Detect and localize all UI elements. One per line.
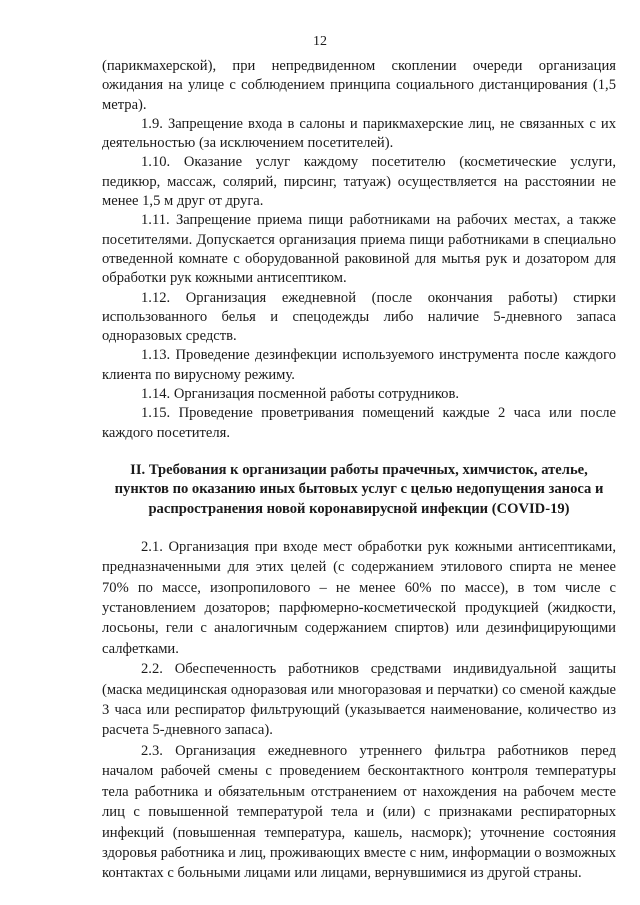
paragraph-1-14: 1.14. Организация посменной работы сотрудников.: [141, 386, 459, 403]
paragraph-2-2: 2.2. Обеспеченность работников средствами индивидуальной защиты (маска медицинская одноразовая или многоразовая и перчатки) со сменой каждые 3 часа или респиратор фильтрующий (указывается наименование, количество из расчета 5-дневного запаса).: [102, 661, 616, 739]
page-number: 12: [313, 34, 327, 49]
paragraph-1-15: 1.15. Проведение проветривания помещений каждые 2 часа или после каждого посетителя.: [102, 405, 616, 441]
document-body: [102, 57, 616, 884]
paragraph-1-13: 1.13. Проведение дезинфекции используемого инструмента после каждого клиента по вирусному режиму.: [102, 347, 616, 383]
section-1-continuation: [102, 57, 616, 443]
paragraph-2-1: 2.1. Организация при входе мест обработки рук кожными антисептиками, предназначенными для этих целей (с содержанием этилового спирта не менее 70% по массе, изопропилового – не менее 60% по массе), в том числе с установлением дозаторов; парфюмерно-косметической продукцией (жидкости, лосьоны, гели с аналогичным содержанием спиртов) или дезинфицирующими салфетками.: [102, 538, 616, 657]
section-2-heading: II. Требования к организации работы прачечных, химчисток, ателье, пунктов по оказанию иных бытовых услуг с целью недопущения заноса и распространения новой коронавирусной инфекции (COVID-19): [114, 461, 604, 517]
paragraph-1-10: 1.10. Оказание услуг каждому посетителю (косметические услуги, педикюр, массаж, солярий, пирсинг, татуаж) осуществляется на расстоянии не менее 1,5 м друг от друга.: [102, 154, 616, 210]
paragraph-1-11: 1.11. Запрещение приема пищи работниками на рабочих местах, а также посетителями. Допускается организация приема пищи работниками в специально отведенной комнате с оборудованной раковиной для мытья рук и дозатором для обработки рук кожными антисептиком.: [102, 212, 616, 287]
section-2-body: [102, 537, 616, 884]
paragraph-2-3: 2.3. Организация ежедневного утреннего фильтра работников перед началом рабочей смены с проведением бесконтактного контроля температуры тела работника и обязательным отстранением от нахождения на рабочем месте лиц с повышенной температурой тела и (или) с признаками респираторных инфекций (повышенная температура, кашель, насморк); уточнение состояния здоровья работника и лиц, проживающих вместе с ним, информации о возможных контактах с больными лицами или лицами, вернувшимися из другой страны.: [102, 742, 616, 882]
paragraph-1-8-continuation: (парикмахерской), при непредвиденном скоплении очереди организация ожидания на улице с соблюдением принципа социального дистанцирования (1,5 метра).: [102, 58, 616, 113]
paragraph-1-12: 1.12. Организация ежедневной (после окончания работы) стирки использованного белья и спецодежды либо наличие 5-дневного запаса одноразовых средств.: [102, 289, 616, 345]
paragraph-1-9: 1.9. Запрещение входа в салоны и парикмахерские лиц, не связанных с их деятельностью (за исключением посетителей).: [102, 115, 616, 152]
